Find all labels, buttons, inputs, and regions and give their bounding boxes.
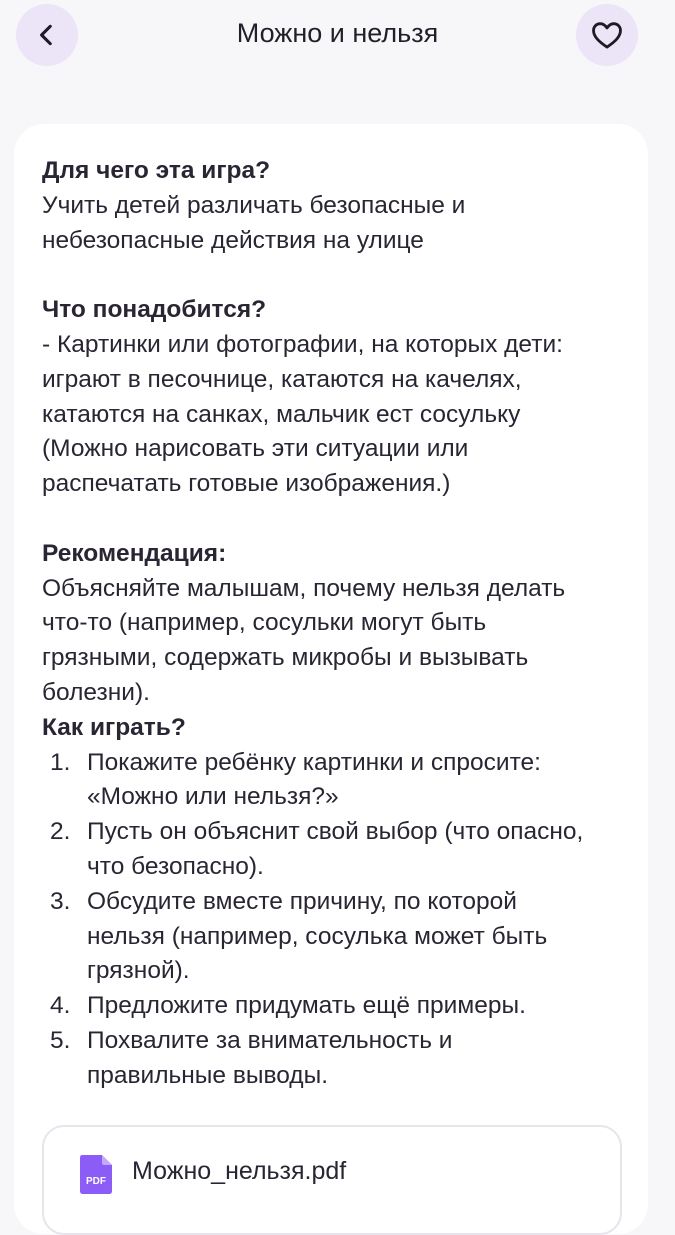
recommendation-line: что-то (например, сосульки могут быть xyxy=(42,609,487,637)
step-line: Похвалите за внимательность и xyxy=(87,1026,453,1054)
pdf-icon-label: PDF xyxy=(86,1176,106,1187)
needs-line: - Картинки или фотографии, на которых дети: xyxy=(42,330,563,358)
recommendation-line: грязными, содержать микробы и вызывать xyxy=(42,644,529,672)
step-item xyxy=(42,989,632,1024)
header xyxy=(0,0,675,72)
step-number: 4. xyxy=(50,992,71,1020)
step-line: правильные выводы. xyxy=(87,1061,329,1089)
step-line: нельзя (например, сосулька может быть xyxy=(87,922,548,950)
steps-list xyxy=(42,746,632,1094)
step-item xyxy=(42,1024,632,1094)
page-title: Можно и нельзя xyxy=(236,18,439,48)
recommendation-line: болезни). xyxy=(42,678,150,706)
pdf-file-icon xyxy=(78,1153,114,1195)
step-line: Предложите придумать ещё примеры. xyxy=(87,992,526,1020)
spacer xyxy=(42,502,632,537)
game-description xyxy=(42,154,632,1094)
step-item xyxy=(42,815,632,885)
step-line: что безопасно). xyxy=(87,852,264,880)
step-line: «Можно или нельзя?» xyxy=(87,783,339,811)
step-number: 2. xyxy=(50,818,71,846)
game-description-card xyxy=(14,124,648,1234)
step-item xyxy=(42,885,632,989)
step-line: Обсудите вместе причину, по которой xyxy=(87,887,517,915)
step-line: грязной). xyxy=(87,957,190,985)
howto-heading: Как играть? xyxy=(42,713,186,741)
purpose-line: небезопасные действия на улице xyxy=(42,226,424,254)
heart-icon xyxy=(590,18,624,52)
needs-line: распечатать готовые изображения.) xyxy=(42,470,451,498)
step-line: Пусть он объяснит свой выбор (что опасно, xyxy=(87,818,584,846)
step-number: 1. xyxy=(50,748,71,776)
recommendation-heading: Рекомендация: xyxy=(42,539,227,567)
step-number: 5. xyxy=(50,1026,71,1054)
spacer xyxy=(42,258,632,293)
needs-line: играют в песочнице, катаются на качелях, xyxy=(42,365,522,393)
purpose-heading: Для чего эта игра? xyxy=(42,157,271,184)
recommendation-line: Объясняйте малышам, почему нельзя делать xyxy=(42,574,566,602)
needs-line: катаются на санках, мальчик ест сосульку xyxy=(42,400,521,428)
step-line: Покажите ребёнку картинки и спросите: xyxy=(87,748,541,776)
pdf-attachment[interactable] xyxy=(42,1125,622,1235)
needs-line: (Можно нарисовать эти ситуации или xyxy=(42,435,469,463)
purpose-line: Учить детей различать безопасные и xyxy=(42,191,466,219)
attachment-file-name[interactable]: Можно_нельзя.pdf xyxy=(132,1157,347,1185)
step-number: 3. xyxy=(50,887,71,915)
favorite-button[interactable] xyxy=(576,4,638,66)
needs-heading: Что понадобится? xyxy=(42,296,267,324)
step-item xyxy=(42,746,632,816)
